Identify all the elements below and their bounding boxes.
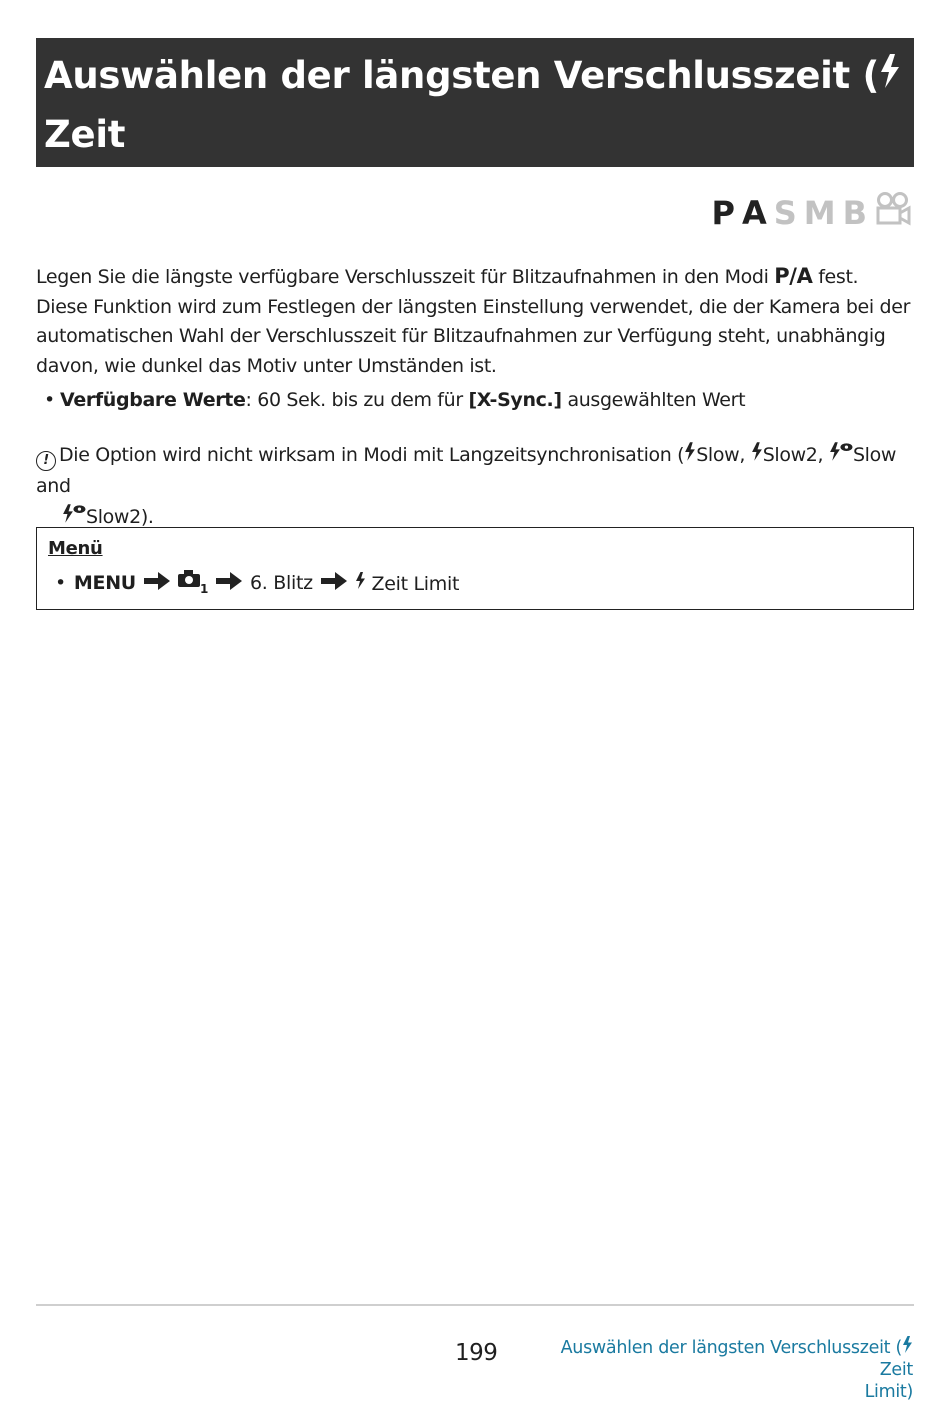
flash-icon [355, 571, 366, 590]
flash-icon [684, 442, 696, 461]
setting-name: [X-Sync.] [468, 389, 562, 411]
title-text-line2: Limit) [44, 172, 165, 215]
mode-m: M [803, 194, 836, 232]
footer-divider [36, 1304, 914, 1306]
shooting-modes [712, 193, 913, 233]
menu-section: 6. Blitz [250, 572, 313, 594]
movie-camera-icon [874, 192, 912, 234]
arrow-right-icon [216, 572, 242, 595]
bullet-label: Verfügbare Werte [60, 389, 246, 411]
menu-title: Menü [48, 538, 103, 559]
mode-p: P [711, 194, 735, 232]
flash-icon [751, 442, 763, 461]
caution-note: ! Die Option wird nicht wirksam in Modi mit Langzeitsynchronisation ( Slow, Slow2, Slow and Slow2). [36, 444, 897, 528]
mode-b: B [842, 194, 867, 232]
body-text [36, 262, 916, 381]
page-number: 199 [455, 1340, 498, 1366]
footer-section-link[interactable]: Auswählen der längsten Verschlusszeit ( Zeit Limit) [560, 1338, 913, 1402]
mode-a: A [741, 194, 767, 232]
bullet-dot: • [55, 572, 66, 594]
modes-pa: P/A [774, 264, 813, 288]
menu-path [55, 570, 459, 596]
flash-icon [902, 1336, 913, 1353]
title-text-rest: Zeit [44, 113, 126, 156]
arrow-right-icon [321, 572, 347, 595]
menu-root: MENU [73, 572, 136, 594]
caution-icon: ! [36, 451, 56, 471]
flash-redeye-icon [62, 504, 86, 523]
flash-redeye-icon [829, 442, 853, 461]
title-text-main: Auswählen der längsten Verschlusszeit ( [44, 54, 880, 97]
description-paragraph: Diese Funktion wird zum Festlegen der längsten Einstellung verwendet, die der Kamera bei der automatischen Wahl der Verschlusszeit für Blitzaufnahmen zur Verfügung steht, unabhängig davon, wie dunkel das Motiv unter Umständen ist. [36, 295, 911, 377]
camera-icon: 1 [178, 570, 208, 596]
title-bar [36, 38, 914, 215]
arrow-right-icon [144, 572, 170, 595]
intro-line: Legen Sie die längste verfügbare Verschlusszeit für Blitzaufnahmen in den Modi P/A fest. [36, 264, 859, 288]
mode-s: S [773, 194, 797, 232]
flash-icon [879, 46, 901, 105]
bullet-dot: • [44, 389, 55, 411]
list-item: • Verfügbare Werte: 60 Sek. bis zu dem für [X-Sync.] ausgewählten Wert [44, 386, 745, 415]
menu-box [36, 527, 914, 610]
menu-item: Zeit Limit [355, 571, 459, 595]
